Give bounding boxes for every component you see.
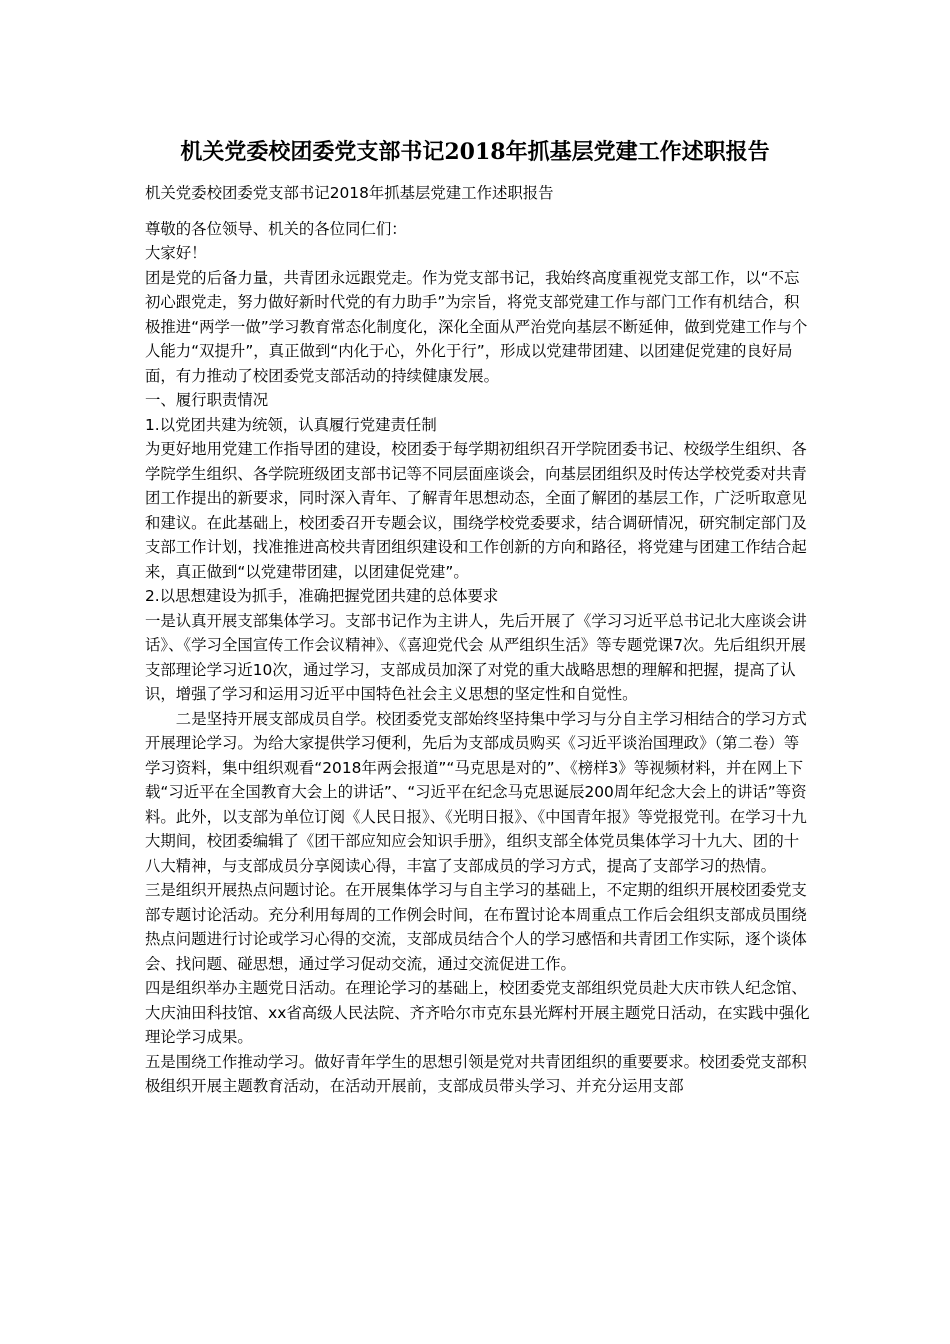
body-paragraph: 一是认真开展支部集体学习。支部书记作为主讲人，先后开展了《学习习近平总书记北大座谈会讲话》、《学习全国宣传工作会议精神》、《喜迎党代会 从严组织生活》等专题党课7次。先后组织开展支部理论学习近10次，通过学习，支部成员加深了对党的重大战略思想的理解和把握，提高了认识，增强了学习和运用习近平中国特色社会主义思想的坚定性和自觉性。 — [145, 611, 807, 703]
body-paragraph: 五是围绕工作推动学习。做好青年学生的思想引领是党对共青团组织的重要要求。校团委党支部积极组织开展主题教育活动，在活动开展前，支部成员带头学习、并充分运用支部 — [145, 1052, 807, 1095]
greeting: 大家好！ — [145, 244, 207, 262]
body-paragraph: 为更好地用党建工作指导团的建设，校团委于每学期初组织召开学院团委书记、校级学生组织、各学院学生组织、各学院班级团支部书记等不同层面座谈会，向基层团组织及时传达学校党委对共青团工作提出的新要求，同时深入青年、了解青年思想动态，全面了解团的基层工作，广泛听取意见和建议。在此基础上，校团委召开专题会议，围绕学校党委要求，结合调研情况，研究制定部门及支部工作计划，找准推进高校共青团组织建设和工作创新的方向和路径，将党建与团建工作结合起来，真正做到“以党建带团建，以团建促党建”。 — [145, 440, 807, 581]
subsection-heading: 1.以党团共建为统领，认真履行党建责任制 — [145, 415, 437, 434]
body-paragraph: 三是组织开展热点问题讨论。在开展集体学习与自主学习的基础上，不定期的组织开展校团委党支部专题讨论活动。充分利用每周的工作例会时间，在布置讨论本周重点工作后会组织支部成员围绕热点问题进行讨论或学习心得的交流，支部成员结合个人的学习感悟和共青团工作实际，逐个谈体会、找问题、碰思想，通过学习促动交流，通过交流促进工作。 — [145, 881, 807, 973]
body-paragraph: 二是坚持开展支部成员自学。校团委党支部始终坚持集中学习与分自主学习相结合的学习方式开展理论学习。为给大家提供学习便利，先后为支部成员购买《习近平谈治国理政》（第二卷）等学习资料，集中组织观看“2018年两会报道”“马克思是对的”、《榜样3》等视频材料，并在网上下载“习近平在全国教育大会上的讲话”、“习近平在纪念马克思诞辰200周年纪念大会上的讲话”等资料。此外，以支部为单位订阅《人民日报》、《光明日报》、《中国青年报》等党报党刊。在学习十九大期间，校团委编辑了《团干部应知应会知识手册》，组织支部全体党员集体学习十九大、团的十八大精神，与支部成员分享阅读心得，丰富了支部成员的学习方式，提高了支部学习的热情。 — [145, 709, 807, 875]
section-heading: 一、履行职责情况 — [145, 391, 269, 409]
intro-paragraph: 团是党的后备力量，共青团永远跟党走。作为党支部书记，我始终高度重视党支部工作，以“不忘初心跟党走，努力做好新时代党的有力助手”为宗旨，将党支部党建工作与部门工作有机结合，积极推进“两学一做”学习教育常态化制度化，深化全面从严治党向基层不断延伸，做到党建工作与个人能力“双提升”，真正做到“内化于心，外化于行”，形成以党建带团建、以团建促党建的良好局面，有力推动了校团委党支部活动的持续健康发展。 — [145, 268, 808, 385]
document-title: 机关党委校团委党支部书记2018年抓基层党建工作述职报告 — [180, 139, 770, 165]
document-body — [145, 181, 810, 1099]
subsection-heading: 2.以思想建设为抓手，准确把握党团共建的总体要求 — [145, 587, 499, 605]
salutation: 尊敬的各位领导、机关的各位同仁们： — [145, 219, 407, 238]
body-paragraph: 四是组织举办主题党日活动。在理论学习的基础上，校团委党支部组织党员赴大庆市铁人纪念馆、大庆油田科技馆、xx省高级人民法院、齐齐哈尔市克东县光辉村开展主题党日活动，在实践中强化理论学习成果。 — [145, 979, 810, 1046]
document-subtitle: 机关党委校团委党支部书记2018年抓基层党建工作述职报告 — [145, 184, 554, 202]
